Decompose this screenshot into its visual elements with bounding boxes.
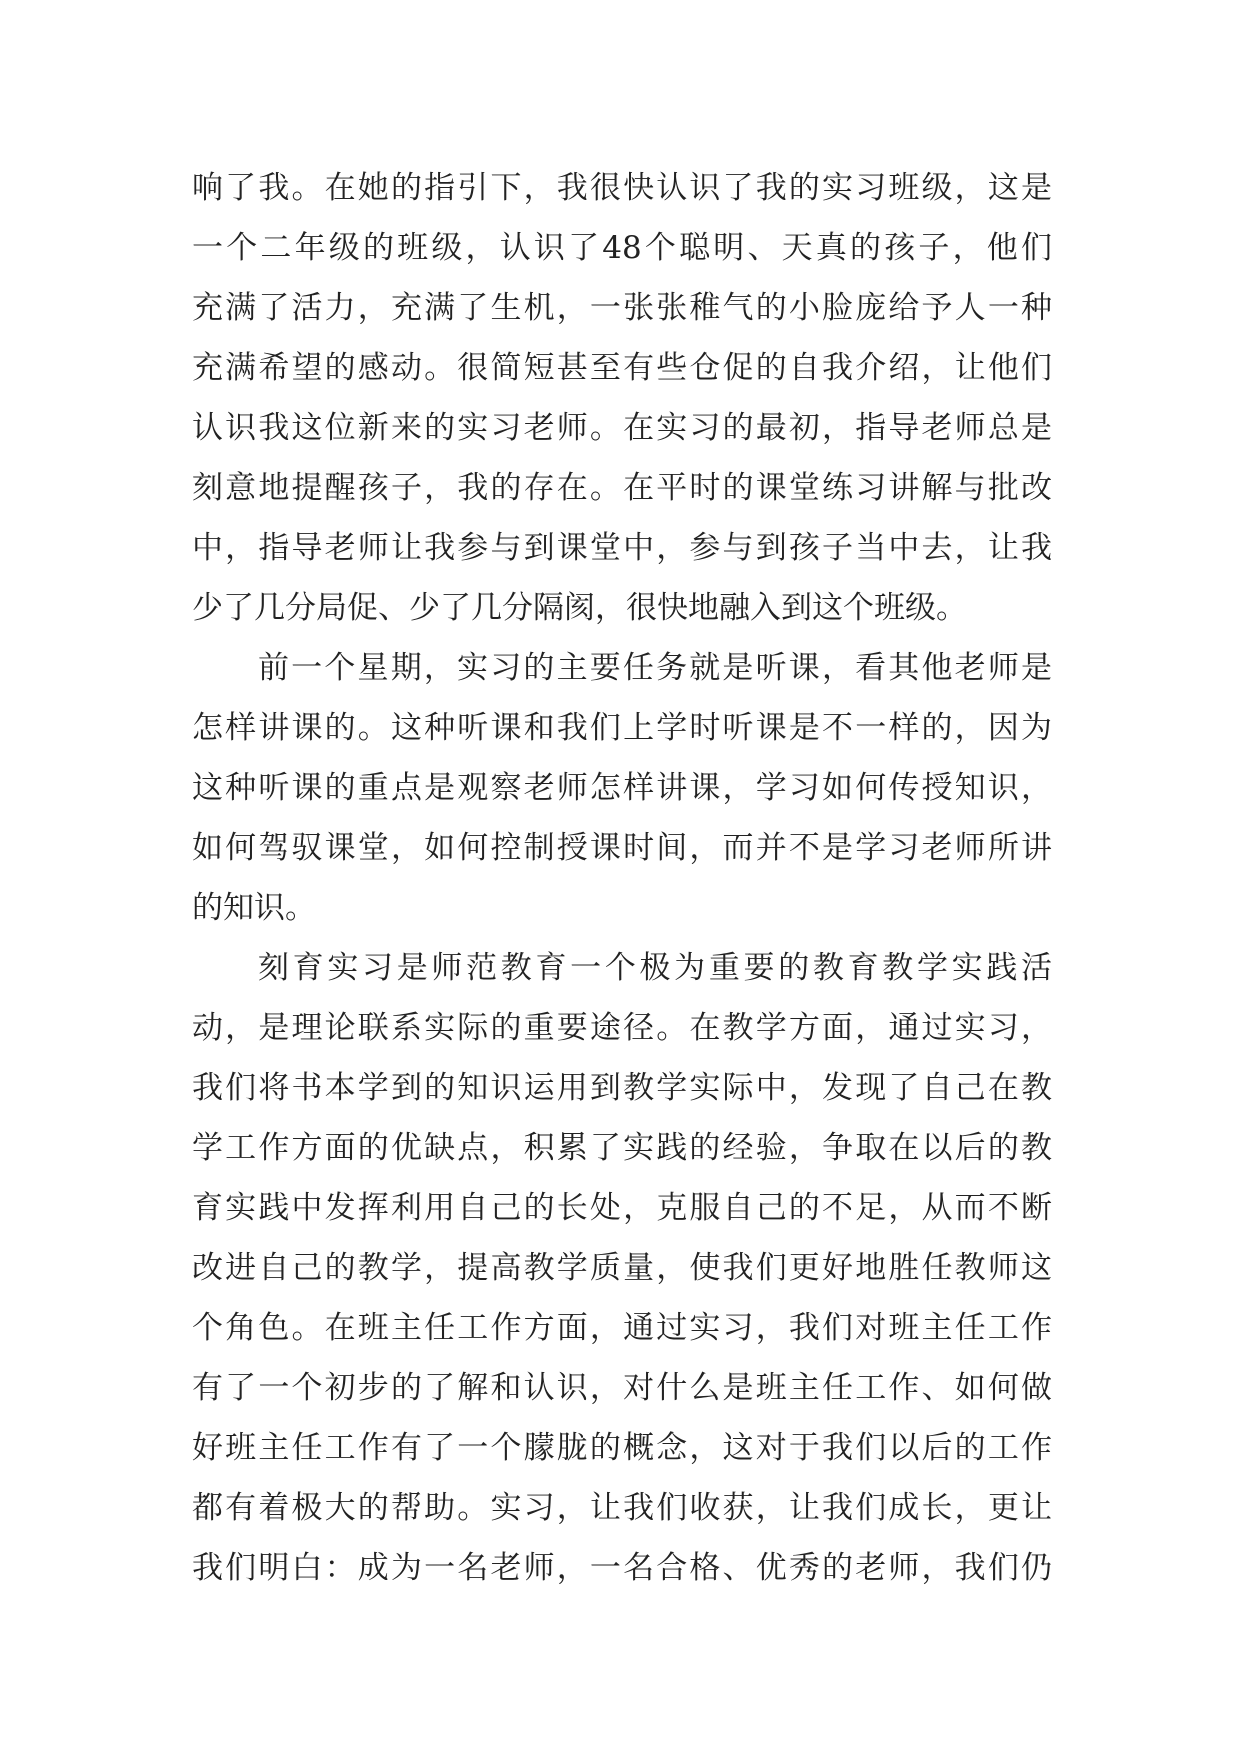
- text-line: 响了我。在她的指引下，我很快认识了我的实习班级，这是: [192, 170, 1052, 206]
- text-line: 认识我这位新来的实习老师。在实习的最初，指导老师总是: [192, 410, 1052, 446]
- text-line: 好班主任工作有了一个朦胧的概念，这对于我们以后的工作: [192, 1430, 1052, 1466]
- text-line: 我们明白：成为一名老师，一名合格、优秀的老师，我们仍: [192, 1550, 1052, 1586]
- text-line: 刻意地提醒孩子，我的存在。在平时的课堂练习讲解与批改: [192, 470, 1052, 506]
- text-line: 学工作方面的优缺点，积累了实践的经验，争取在以后的教: [192, 1130, 1052, 1166]
- text-line: 育实践中发挥利用自己的长处，克服自己的不足，从而不断: [192, 1190, 1052, 1226]
- paragraph-3: [192, 938, 1052, 1598]
- text-line: 我们将书本学到的知识运用到教学实际中，发现了自己在教: [192, 1070, 1052, 1106]
- text-line: 怎样讲课的。这种听课和我们上学时听课是不一样的，因为: [192, 710, 1052, 746]
- text-line: 动，是理论联系实际的重要途径。在教学方面，通过实习，: [192, 1010, 1052, 1046]
- text-line: 个角色。在班主任工作方面，通过实习，我们对班主任工作: [192, 1310, 1052, 1346]
- text-line: 充满了活力，充满了生机，一张张稚气的小脸庞给予人一种: [192, 290, 1052, 326]
- text-line: 都有着极大的帮助。实习，让我们收获，让我们成长，更让: [192, 1490, 1052, 1526]
- text-line: 的知识。: [192, 890, 316, 926]
- paragraph-1: [192, 158, 1052, 638]
- text-line: 少了几分局促、少了几分隔阂，很快地融入到这个班级。: [192, 590, 967, 626]
- text-line: 前一个星期，实习的主要任务就是听课，看其他老师是: [258, 650, 1052, 686]
- text-line: 中，指导老师让我参与到课堂中，参与到孩子当中去，让我: [192, 530, 1052, 566]
- text-line: 充满希望的感动。很简短甚至有些仓促的自我介绍，让他们: [192, 350, 1052, 386]
- text-line: 改进自己的教学，提高教学质量，使我们更好地胜任教师这: [192, 1250, 1052, 1286]
- text-line: 如何驾驭课堂，如何控制授课时间，而并不是学习老师所讲: [192, 830, 1052, 866]
- text-line: 这种听课的重点是观察老师怎样讲课，学习如何传授知识，: [192, 770, 1052, 806]
- document-body: [192, 158, 1052, 1598]
- text-line: 有了一个初步的了解和认识，对什么是班主任工作、如何做: [192, 1370, 1052, 1406]
- text-line: 一个二年级的班级，认识了48个聪明、天真的孩子，他们: [192, 230, 1052, 266]
- text-line: 刻育实习是师范教育一个极为重要的教育教学实践活: [258, 950, 1052, 986]
- paragraph-2: [192, 638, 1052, 938]
